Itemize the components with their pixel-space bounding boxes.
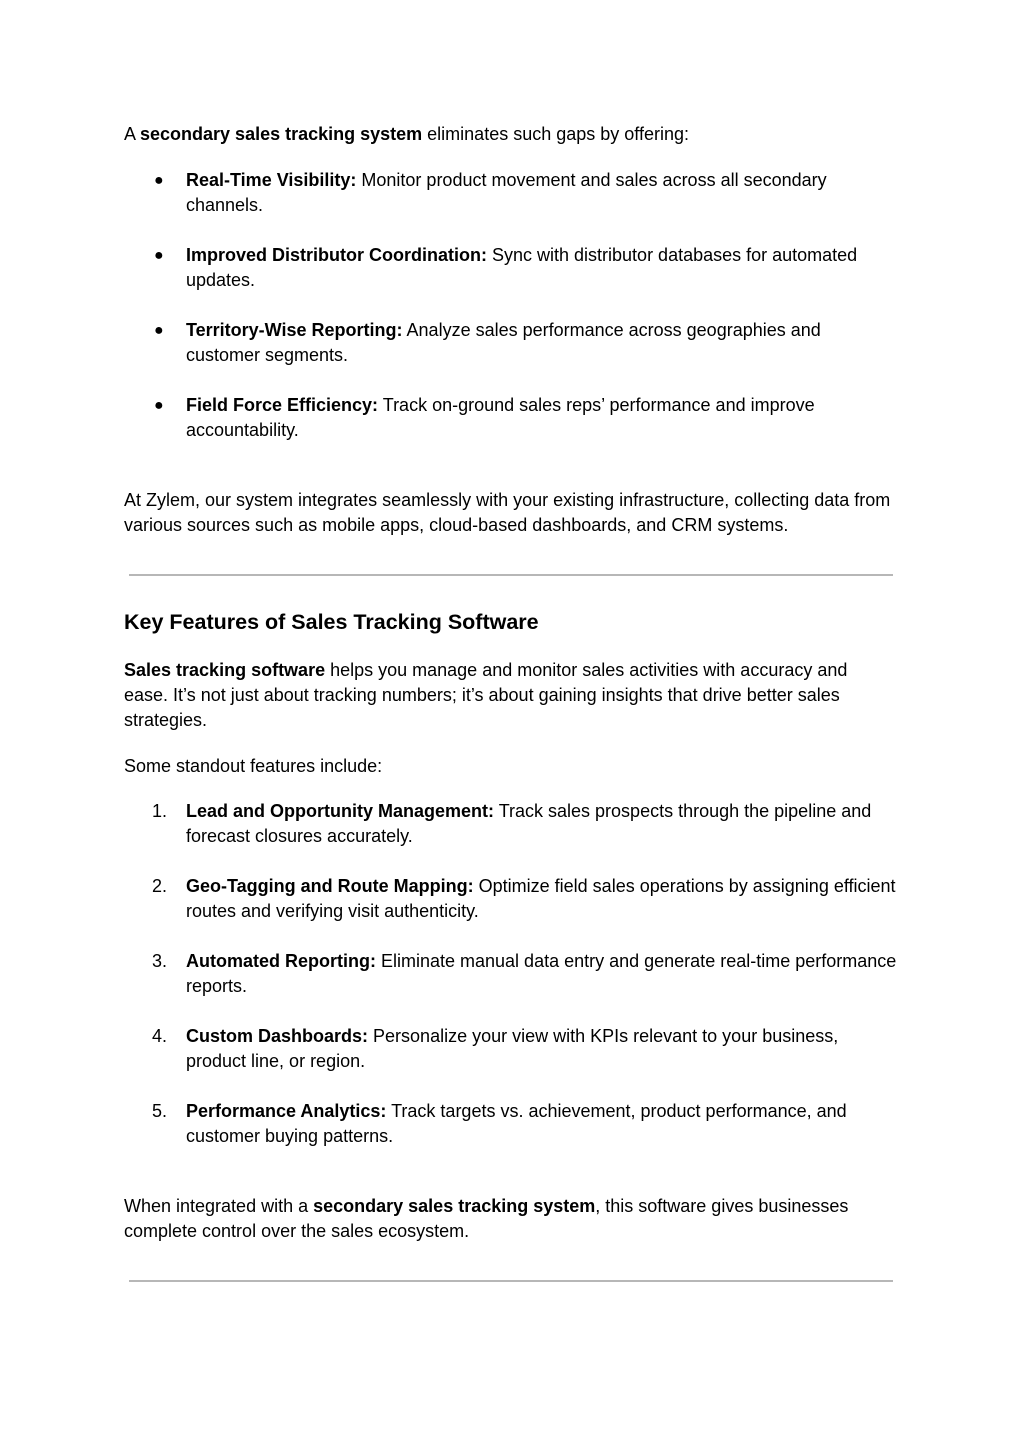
bullet-description: Monitor product movement and sales across all secondary channels. bbox=[186, 170, 827, 215]
lead-text: helps you manage and monitor sales activities with accuracy and ease. It’s not just about tracking numbers; it’s about gaining insights that drive better sales strategies. bbox=[124, 660, 848, 730]
closing-prefix: When integrated with a bbox=[124, 1196, 314, 1216]
list-number: 1. bbox=[152, 801, 168, 821]
bullet-marker: ● bbox=[154, 397, 164, 414]
bullet-marker: ● bbox=[154, 172, 164, 189]
numbered-item-text bbox=[186, 874, 898, 924]
lead-bold-term: Sales tracking software bbox=[124, 660, 326, 680]
section-heading: Key Features of Sales Tracking Software bbox=[124, 610, 539, 634]
feature-term: Lead and Opportunity Management: bbox=[186, 801, 495, 821]
feature-description: Eliminate manual data entry and generate real-time performance reports. bbox=[186, 951, 897, 996]
bullet-description: Sync with distributor databases for automated updates. bbox=[186, 245, 858, 290]
list-number: 4. bbox=[152, 1026, 168, 1046]
feature-term: Performance Analytics: bbox=[186, 1101, 387, 1121]
feature-term: Custom Dashboards: bbox=[186, 1026, 369, 1046]
list-number: 3. bbox=[152, 951, 168, 971]
intro-prefix: A bbox=[124, 124, 141, 144]
bullet-description: Analyze sales performance across geographies and customer segments. bbox=[186, 320, 821, 365]
feature-term: Geo-Tagging and Route Mapping: bbox=[186, 876, 474, 896]
feature-description: Track targets vs. achievement, product performance, and customer buying patterns. bbox=[186, 1101, 847, 1146]
list-number: 5. bbox=[152, 1101, 168, 1121]
numbered-item-text bbox=[186, 1099, 898, 1149]
bullet-term: Improved Distributor Coordination: bbox=[186, 245, 487, 265]
bullet-text bbox=[186, 168, 898, 218]
bullet-term: Field Force Efficiency: bbox=[186, 395, 379, 415]
closing-bold-term: secondary sales tracking system bbox=[313, 1196, 596, 1216]
horizontal-divider bbox=[129, 1280, 893, 1282]
bullet-marker: ● bbox=[154, 322, 164, 339]
bullet-term: Real-Time Visibility: bbox=[186, 170, 357, 190]
bullet-marker: ● bbox=[154, 247, 164, 264]
intro-bold-term: secondary sales tracking system bbox=[140, 124, 423, 144]
numbered-item-text bbox=[186, 949, 898, 999]
closing-paragraph bbox=[124, 1194, 894, 1244]
bullet-description: Track on-ground sales reps’ performance and improve accountability. bbox=[186, 395, 815, 440]
feature-term: Automated Reporting: bbox=[186, 951, 376, 971]
bullet-text bbox=[186, 393, 898, 443]
features-intro: Some standout features include: bbox=[124, 756, 383, 776]
intro-paragraph bbox=[124, 122, 894, 147]
numbered-item-text bbox=[186, 1024, 898, 1074]
feature-description: Track sales prospects through the pipeline and forecast closures accurately. bbox=[186, 801, 872, 846]
bullet-text bbox=[186, 318, 898, 368]
feature-description: Optimize field sales operations by assigning efficient routes and verifying visit authenticity. bbox=[186, 876, 896, 921]
bullet-term: Territory-Wise Reporting: bbox=[186, 320, 403, 340]
closing-suffix: , this software gives businesses complete control over the sales ecosystem. bbox=[124, 1196, 849, 1241]
intro-suffix: eliminates such gaps by offering: bbox=[422, 124, 689, 144]
feature-description: Personalize your view with KPIs relevant to your business, product line, or region. bbox=[186, 1026, 839, 1071]
zylem-paragraph: At Zylem, our system integrates seamlessly with your existing infrastructure, collecting data from various sources such as mobile apps, cloud-based dashboards, and CRM systems. bbox=[124, 490, 891, 535]
section-lead-paragraph bbox=[124, 658, 894, 733]
horizontal-divider bbox=[129, 574, 893, 576]
list-number: 2. bbox=[152, 876, 168, 896]
bullet-text bbox=[186, 243, 898, 293]
numbered-item-text bbox=[186, 799, 898, 849]
